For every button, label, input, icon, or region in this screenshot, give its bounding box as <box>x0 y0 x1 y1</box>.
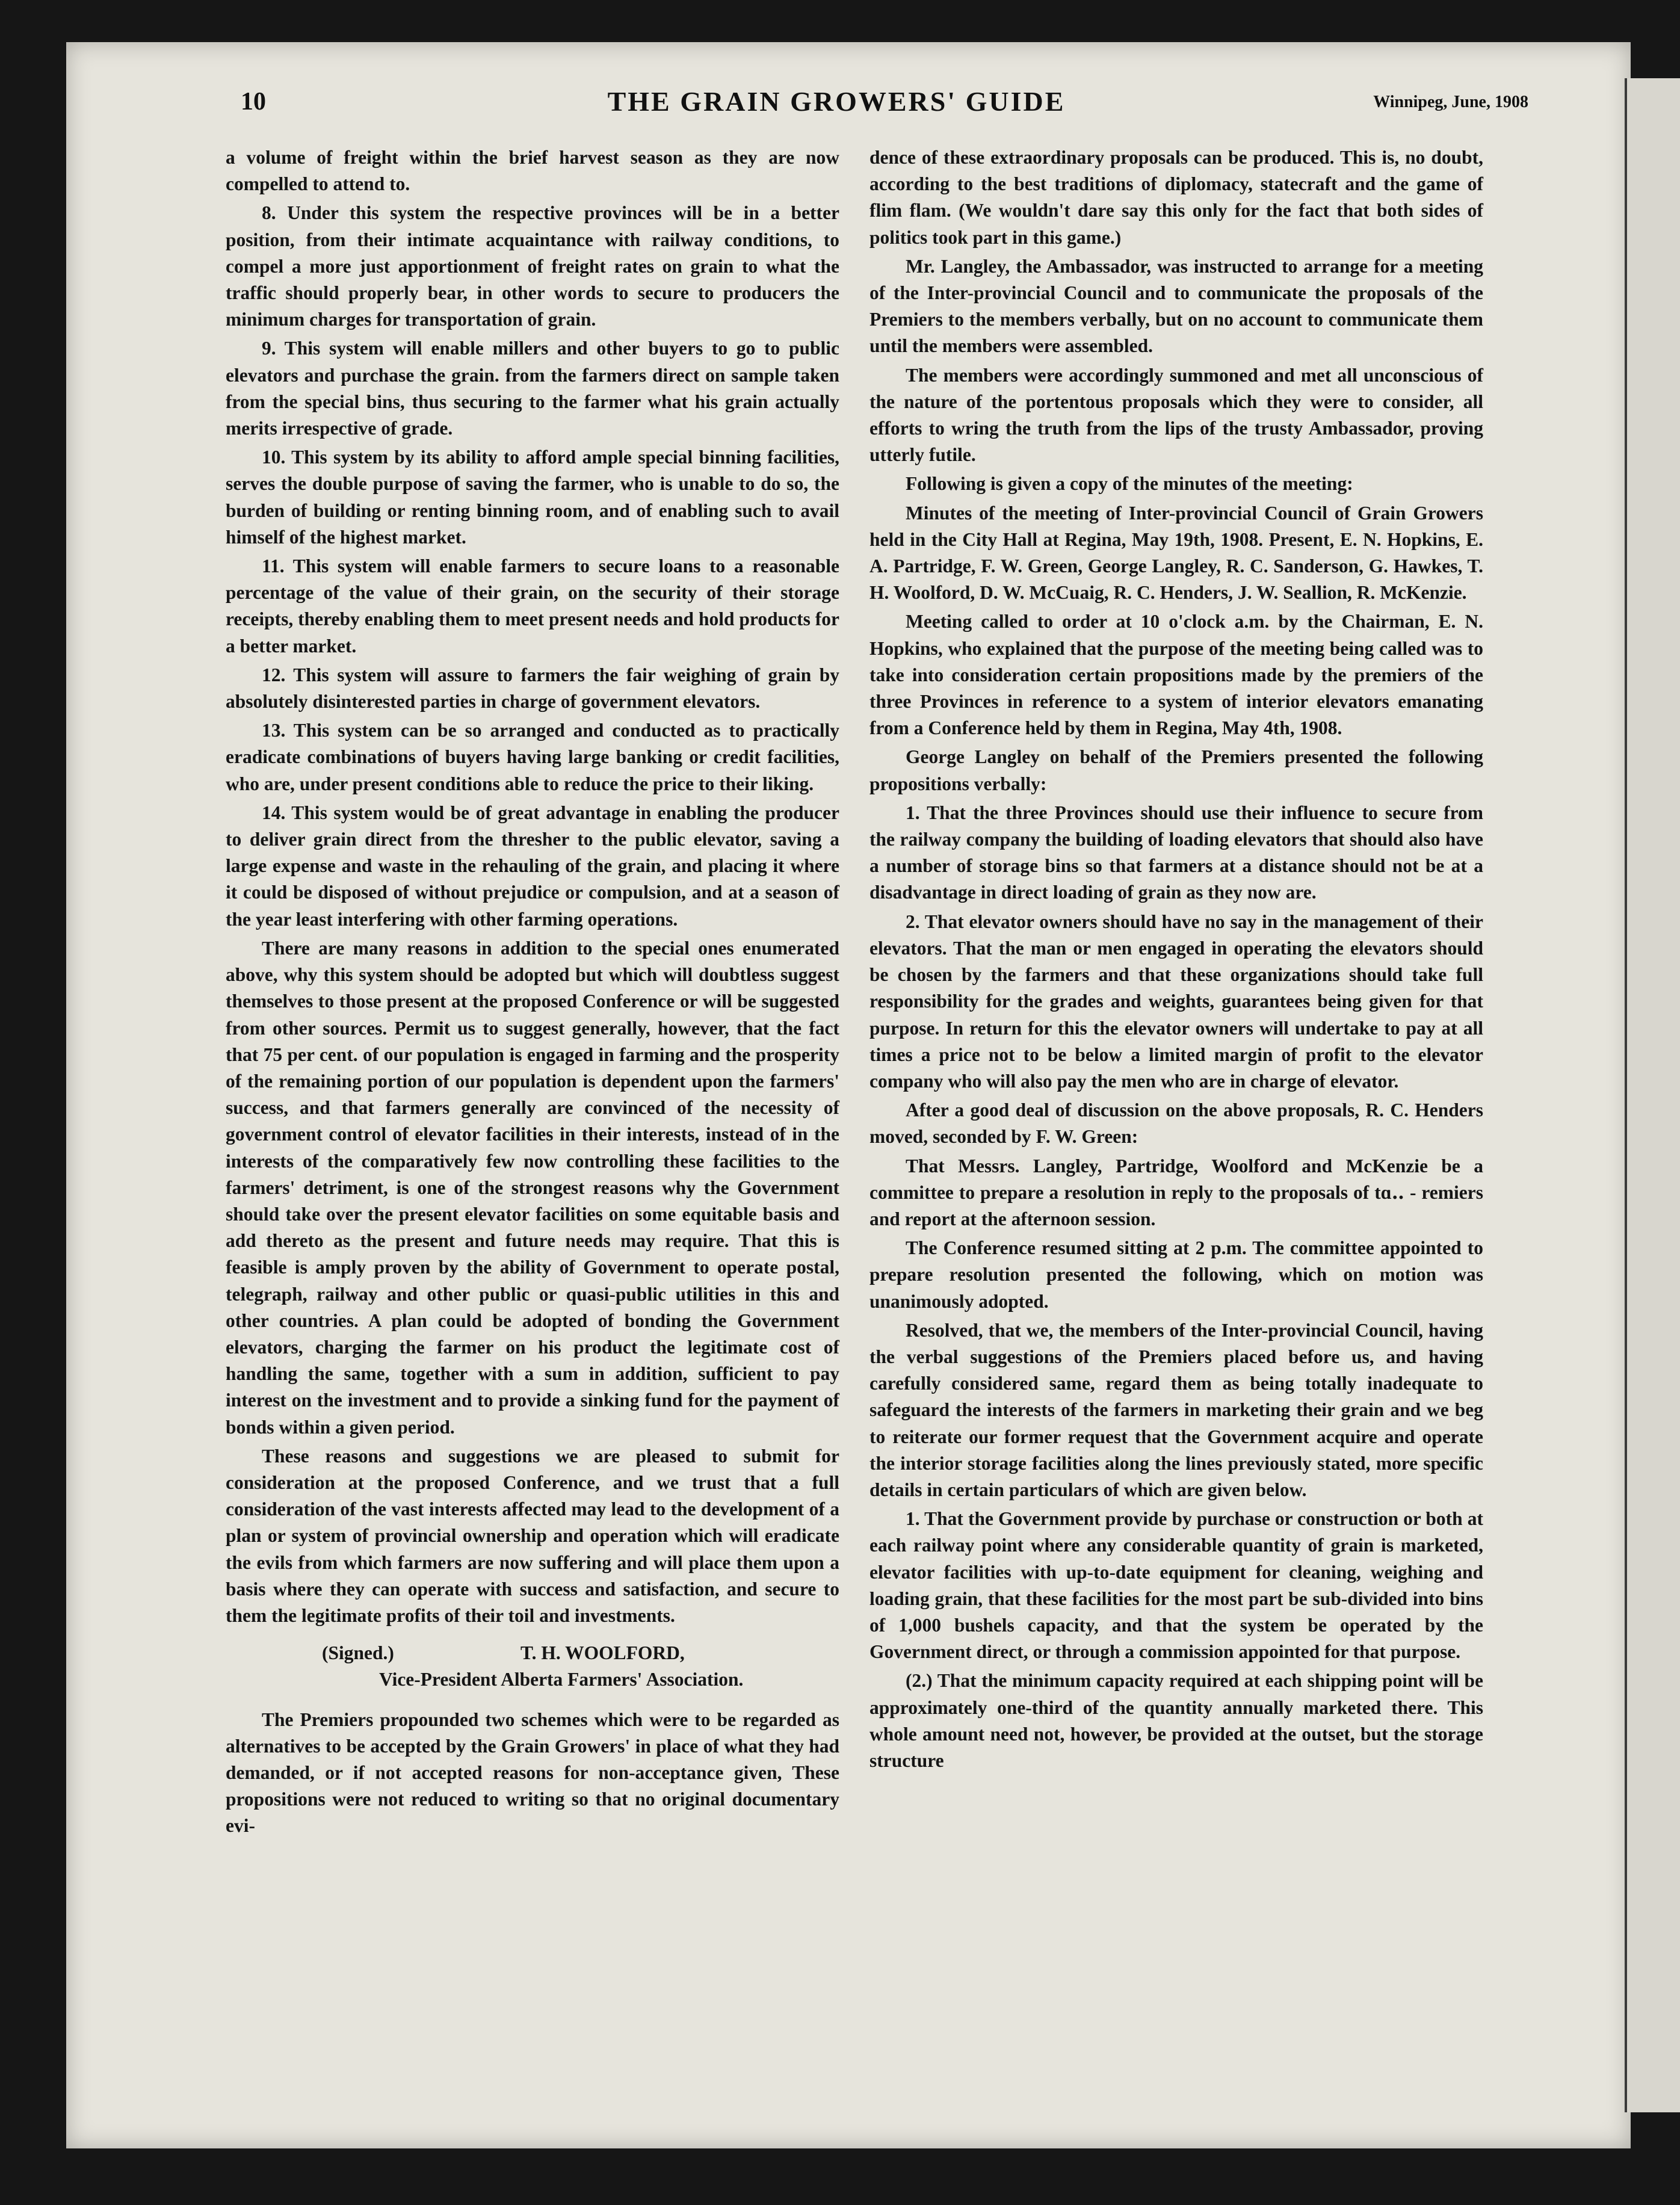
masthead-title: THE GRAIN GROWERS' GUIDE <box>607 86 1066 117</box>
paragraph: 11. This system will enable farmers to secure loans to a reasonable percentage of the value of their grain, on the security of their storage receipts, thereby enabling them to meet present needs and hold products for a better market. <box>226 555 839 657</box>
paragraph: Resolved, that we, the members of the Inter-provincial Council, having the verbal suggestions of the Premiers placed before us, and having carefully considered same, regard them as being totally inadequate to safeguard the interests of the farmers in marketing their grain and we beg to reiterate our former request that the Government acquire and operate the interior storage facilities along the lines previously stated, more specific details in certain particulars of which are given below. <box>869 1319 1483 1500</box>
paragraph: 12. This system will assure to farmers the fair weighing of grain by absolutely disinterested parties in charge of government elevators. <box>226 664 839 713</box>
signature-block <box>226 1640 839 1693</box>
paragraph: Minutes of the meeting of Inter-provincial Council of Grain Growers held in the City Hall at Regina, May 19th, 1908. Present, E. N. Hopkins, E. A. Partridge, F. W. Green, George Langley, R. C. Sanderson, G. Hawkes, T. H. Woolford, D. W. McCuaig, R. C. Henders, J. W. Seallion, R. McKenzie. <box>869 502 1483 604</box>
paragraph: 9. This system will enable millers and other buyers to go to public elevators and purchase the grain. from the farmers direct on sample taken from the special bins, thus securing to the farmer what his grain actually merits irrespective of grade. <box>226 338 839 439</box>
paragraph: 8. Under this system the respective provinces will be in a better position, from their intimate acquaintance with railway conditions, to compel a more just apportionment of freight rates on grain to what the traffic should properly bear, in other words to secure to producers the minimum charges for transportation of grain. <box>226 202 839 330</box>
paragraph: Mr. Langley, the Ambassador, was instructed to arrange for a meeting of the Inter-provincial Council and to communicate the proposals of the Premiers to the members verbally, but on no account to communicate them until the members were assembled. <box>869 255 1483 357</box>
paragraph: 13. This system can be so arranged and conducted as to practically eradicate combinations of buyers having large banking or credit facilities, who are, under present conditions able to reduce the price to their liking. <box>226 720 839 794</box>
paragraph: 2. That elevator owners should have no say in the management of their elevators. That the man or men engaged in operating the elevators should be chosen by the farmers and that these organizations should take full responsibility for the grades and weights, guarantees being given for that purpose. In return for this the elevator owners will undertake to pay at all times a price not to be below a limited margin of profit to the elevator company who will also pay the men who are in charge of elevator. <box>869 911 1483 1092</box>
paragraph: That Messrs. Langley, Partridge, Woolford and McKenzie be a committee to prepare a resolution in reply to the proposals of tɑ‥ - remiers and report at the afternoon session. <box>869 1155 1483 1229</box>
paragraph: The Premiers propounded two schemes which were to be regarded as alternatives to be accepted by the Grain Growers' in place of what they had demanded, or if not accepted reasons for non-acceptance given, These propositions were not reduced to writing so that no original documentary evi- <box>226 1709 839 1837</box>
right-column <box>869 144 1483 1777</box>
paragraph: Meeting called to order at 10 o'clock a.m. by the Chairman, E. N. Hopkins, who explained that the purpose of the meeting being called was to take into consideration certain propositions made by the premiers of the three Provinces in reference to a system of interior elevators emanating from a Conference held by them in Regina, May 4th, 1908. <box>869 611 1483 739</box>
signer-title: Vice-President Alberta Farmers' Association. <box>379 1669 744 1690</box>
paragraph: 10. This system by its ability to afford ample special binning facilities, serves the double purpose of saving the farmer, who is unable to do so, the burden of building or renting binning room, and of enabling such to avail himself of the highest market. <box>226 447 839 548</box>
paragraph: Following is given a copy of the minutes of the meeting: <box>906 473 1353 495</box>
paragraph: There are many reasons in addition to the special ones enumerated above, why this system should be adopted but which will doubtless suggest themselves to those present at the proposed Conference or will be suggested from other sources. Permit us to suggest generally, however, that the fact that 75 per cent. of our population is engaged in farming and the prosperity of the remaining portion of our population is dependent upon the farmers' success, and that farmers generally are convinced of the necessity of government control of elevator facilities in their interests, instead of in the interests of the comparatively few now controlling these facilities to the farmers' detriment, is one of the strongest reasons why the Government should take over the present elevator facilities on some equitable basis and add thereto as the present and future needs may require. That this is feasible is amply proven by the ability of Government to operate postal, telegraph, railway and other public or quasi-public utilities in this and other countries. A plan could be adopted of bonding the Government elevators, charging the farmer on his product the legitimate cost of handling the same, together with a sum in addition, sufficient to pay interest on the investment and to provide a sinking fund for the payment of bonds within a given period. <box>226 937 839 1438</box>
paragraph: a volume of freight within the brief harvest season as they are now compelled to attend to. <box>226 147 839 195</box>
paragraph: The Conference resumed sitting at 2 p.m. The committee appointed to prepare resolution presented the following, which on motion was unanimously adopted. <box>869 1237 1483 1312</box>
paragraph: The members were accordingly summoned and met all unconscious of the nature of the portentous proposals which they were to consider, all efforts to wring the truth from the lips of the trusty Ambassador, proving utterly futile. <box>869 364 1483 466</box>
paragraph: dence of these extraordinary proposals can be produced. This is, no doubt, according to the best traditions of diplomacy, statecraft and the game of flim flam. (We wouldn't dare say this only for the fact that both sides of politics took part in this game.) <box>869 147 1483 248</box>
paragraph: 1. That the Government provide by purchase or construction or both at each railway point where any considerable quantity of grain is marketed, elevator facilities with up-to-date equipment for cleaning, weighing and loading grain, that these facilities for the most part be sub-divided into bins of 1,000 bushels capacity, and that the system be operated by the Government direct, or through a commission appointed for that purpose. <box>869 1508 1483 1663</box>
signer-name: T. H. WOOLFORD, <box>520 1642 685 1664</box>
left-column <box>226 144 839 1842</box>
page-number: 10 <box>241 88 266 116</box>
paragraph: These reasons and suggestions we are pleased to submit for consideration at the proposed Conference, and we trust that a full consideration of the vast interests affected may lead to the development of a plan or system of provincial ownership and operation which will eradicate the evils from which farmers are now suffering and will place them upon a basis where they can operate with success and satisfaction, and secure to them the legitimate profits of their toil and investments. <box>226 1445 839 1626</box>
signed-label: (Signed.) <box>322 1642 394 1664</box>
adjacent-page-edge <box>1625 78 1680 2112</box>
paragraph: After a good deal of discussion on the above proposals, R. C. Henders moved, seconded by F. W. Green: <box>869 1099 1483 1148</box>
page-header <box>174 78 1528 126</box>
paragraph: (2.) That the minimum capacity required at each shipping point will be approximately one-third of the quantity annually marketed there. This whole amount need not, however, be provided at the outset, but the storage structure <box>869 1670 1483 1771</box>
paragraph: George Langley on behalf of the Premiers presented the following propositions verbally: <box>869 746 1483 794</box>
dateline: Winnipeg, June, 1908 <box>1373 93 1528 111</box>
paragraph: 14. This system would be of great advantage in enabling the producer to deliver grain direct from the thresher to the public elevator, saving a large expense and waste in the rehauling of the grain, and placing it where it could be disposed of without prejudice or compulsion, and at a season of the year least interfering with other farming operations. <box>226 802 839 930</box>
paragraph: 1. That the three Provinces should use their influence to secure from the railway company the building of loading elevators that should also have a number of storage bins so that farmers at a distance should not be at a disadvantage in direct loading of grain as they now are. <box>869 802 1483 903</box>
